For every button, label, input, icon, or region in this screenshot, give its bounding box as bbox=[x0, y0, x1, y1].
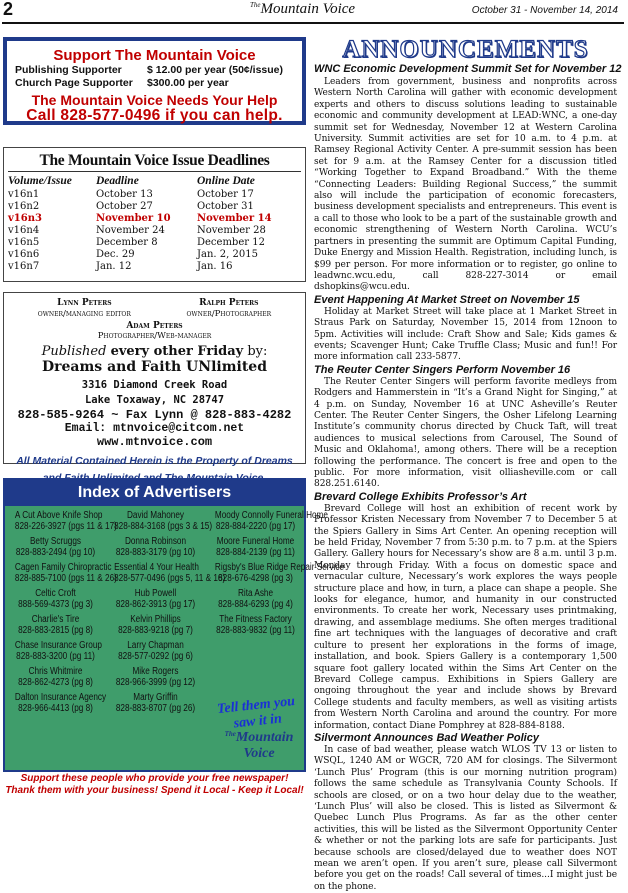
advertiser-entry bbox=[114, 536, 197, 558]
advertiser-name: Charlie's Tire bbox=[31, 614, 80, 625]
advertiser-phone: 828-883-8707 (pg 26) bbox=[115, 703, 196, 714]
copyright-line: All Material Contained Herein is the Property of Dreams bbox=[16, 455, 293, 467]
table-row: v16n4 November 24 November 28 bbox=[8, 224, 266, 236]
masthead-the: The bbox=[250, 1, 261, 9]
advertisers-footer: Thank them with your business! Spend it Local - Keep it Local! bbox=[5, 785, 304, 796]
advertiser-phone: 828-883-9218 (pg 7) bbox=[118, 625, 193, 636]
article-heading: The Reuter Center Singers Perform November 16 bbox=[314, 363, 571, 376]
table-row: v16n2 October 27 October 31 bbox=[8, 200, 254, 212]
support-title: Support The Mountain Voice bbox=[53, 47, 256, 64]
address-line: Lake Toxaway, NC 28747 bbox=[84, 394, 225, 406]
advertiser-phone: 888-569-4373 (pg 3) bbox=[18, 599, 93, 610]
table-row-current: v16n3 November 10 November 14 bbox=[8, 212, 272, 224]
staff-person: Ralph Peters owner/Photographer bbox=[186, 298, 272, 319]
table-row: v16n1 October 13 October 17 bbox=[8, 188, 254, 200]
article-body: In case of bad weather, please watch WLOS TV 13 or listen to WSQL, 1240 AM or WGCR, 720 AM for closings. The Silvermont ‘Lunch Plus’ Program (this is our morning nutrition program) follows the same schedule as Transylvania County Schools. If schools are closed, or on a two hour delay due to the weather, ‘Lunch Plus’ will also be closed. This is listed as Silvermont & Quebec Lunch Plus Programs. As far as the other center activities, this will be listed as the Silvermont Opportunity Center & whether or not the parking lots are safe for participants. Just because schools are closed/delayed due to weather does NOT mean we aren’t open. If you aren’t sure, please call Silvermont before you get on the roads! Call several of times...I might just be on the phone. bbox=[314, 744, 617, 892]
staff-names bbox=[10, 298, 299, 319]
advertiser-phone: 828-577-0292 (pg 6) bbox=[118, 651, 193, 662]
advertisers-grid bbox=[5, 506, 345, 714]
advertisers-title: Index of Advertisers bbox=[5, 480, 304, 506]
advertiser-name: Celtic Croft bbox=[35, 588, 76, 599]
deadlines-table bbox=[8, 174, 298, 272]
announcements-title: ANNOUNCEMENTS bbox=[342, 36, 589, 63]
page-header bbox=[0, 0, 628, 22]
advertiser-name: Betty Scruggs bbox=[29, 536, 82, 547]
advertiser-phone: 828-883-3179 (pg 10) bbox=[115, 547, 196, 558]
advertiser-entry bbox=[114, 640, 197, 662]
advertisers-index bbox=[3, 478, 345, 772]
article-heading: Brevard College Exhibits Professor’s Art bbox=[314, 490, 527, 503]
advertiser-name: David Mahoney bbox=[127, 510, 184, 521]
advertiser-phone: 828-885-7100 (pgs 11 & 26) bbox=[14, 573, 117, 584]
advertiser-entry bbox=[14, 510, 117, 532]
advertiser-name: Kelvin Phillips bbox=[130, 614, 181, 625]
support-box bbox=[3, 37, 306, 125]
advertiser-phone: 828-862-4273 (pg 8) bbox=[18, 677, 93, 688]
staff-box bbox=[3, 292, 306, 467]
tell-them-slogan: Tell them you saw it in bbox=[216, 694, 296, 732]
announcements-column bbox=[314, 36, 622, 893]
advertiser-name: The Fitness Factory bbox=[219, 614, 292, 625]
deadlines-rule bbox=[8, 171, 301, 172]
support-row: Church Page Supporter $300.00 per year bbox=[15, 77, 229, 89]
advertiser-name: Dalton Insurance Agency bbox=[14, 692, 107, 703]
email-line: Email: mtnvoice@citcom.net bbox=[64, 422, 245, 435]
advertiser-name: Cagen Family Chiropractic bbox=[14, 562, 112, 573]
advertiser-name: A Cut Above Knife Shop bbox=[14, 510, 103, 521]
advertiser-phone: 828-884-2139 (pg 11) bbox=[216, 547, 295, 558]
website-line: www.mtnvoice.com bbox=[96, 435, 213, 449]
advertiser-entry bbox=[14, 562, 117, 584]
advertiser-phone: 828-884-6293 (pg 4) bbox=[218, 599, 293, 610]
advertiser-name: Rigsby's Blue Ridge Repair Service bbox=[214, 562, 345, 573]
mountain-voice-logo: $^{The}$Mountain Voice bbox=[224, 730, 294, 761]
advertiser-empty bbox=[215, 666, 296, 688]
advertiser-entry bbox=[114, 510, 213, 532]
announcements-list bbox=[314, 63, 622, 893]
advertiser-entry bbox=[15, 666, 96, 688]
deadlines-box bbox=[3, 147, 306, 282]
advertiser-entry bbox=[114, 588, 197, 610]
advertiser-entry bbox=[214, 510, 328, 532]
advertiser-name: Essential 4 Your Health bbox=[114, 562, 199, 573]
advertiser-entry bbox=[15, 536, 96, 558]
deadlines-title: The Mountain Voice Issue Deadlines bbox=[39, 152, 270, 169]
advertiser-phone: 828-966-4413 (pg 8) bbox=[18, 703, 93, 714]
advertiser-phone: 828-676-4298 (pg 3) bbox=[218, 573, 293, 584]
advertiser-phone: 828-226-3927 (pgs 11 & 17) bbox=[14, 521, 117, 532]
advertiser-entry bbox=[15, 588, 96, 610]
advertiser-entry bbox=[14, 640, 102, 662]
article-body: The Reuter Center Singers will perform favorite medleys from Rodgers and Hammerstein in “It’s a Grand Night for Singing,” at 4 p.m. on Sunday, November 16 at UNC Asheville’s Reuter Center. The Reuter Center Singers, the Osher Lifelong Learning Institute’s community chorus directed by Chuck Taft, will treat audiences to musical selections from Carousel, The Sound of Music and Oklahoma!, among others. There will be a reception following the performance. The concert is free and open to the public. For more information, visit olliasheville.com or call 828.251.6140. bbox=[314, 376, 617, 490]
advertiser-name: Donna Robinson bbox=[124, 536, 187, 547]
address-line: 3316 Diamond Creek Road bbox=[81, 379, 228, 391]
publication-frequency: Published every other Friday by: bbox=[41, 344, 268, 359]
header-rule bbox=[2, 22, 624, 24]
issue-date: October 31 - November 14, 2014 bbox=[471, 5, 618, 16]
advertiser-entry bbox=[114, 666, 197, 688]
advertiser-phone: 828-883-3200 (pg 11) bbox=[16, 651, 95, 662]
table-row: v16n5 December 8 December 12 bbox=[8, 236, 265, 248]
advertiser-entry bbox=[215, 614, 296, 636]
article-heading: Event Happening At Market Street on November 15 bbox=[314, 293, 580, 306]
advertiser-phone: 828-862-3913 (pg 17) bbox=[115, 599, 196, 610]
masthead-title: Mountain Voice bbox=[260, 1, 356, 17]
support-need: The Mountain Voice Needs Your Help bbox=[31, 92, 278, 108]
advertiser-phone: 828-883-2815 (pg 8) bbox=[18, 625, 93, 636]
article-body: Holiday at Market Street will take place at 1 Market Street in Straus Park on Saturday, November 15, 2014 from 12noon to 5pm. Activities will include: Craft Show and Sale; Kids games & events; Scavenger Hunt; Cake Truffle Class; Music and fun!! For more information call 233-5877. bbox=[314, 306, 617, 363]
advertiser-phone: 828-883-9832 (pg 11) bbox=[216, 625, 295, 636]
publisher-name: Dreams and Faith UNlimited bbox=[42, 359, 267, 375]
page-number: 2 bbox=[3, 0, 14, 19]
advertiser-entry bbox=[215, 536, 296, 558]
advertiser-phone: 828-966-3999 (pg 12) bbox=[115, 677, 196, 688]
article-heading: Silvermont Announces Bad Weather Policy bbox=[314, 731, 539, 744]
article-body: Brevard College will host an exhibition of recent work by Professor Kristen Necessary from November 7 to December 5 at the Spiers Gallery in Sims Art Center. An opening reception will be held Friday, November 7 from 5:30 p.m. to 7 p.m. at the Spiers Gallery. Gallery hours for Necessary’s show are 8 a.m. until 3 p.m. Monday through Friday. With a focus on domestic space and vernacular culture, Necessary’s work explores the ways people structure place and how, in turn, a place can shape a people. She looks for elegance, humor, and humanity in our constructed environments. To create her work, Necessary uses printmaking, drawing, and assemblage mediums. She often merges traditional fine art techniques with the languages of decorative and craft culture to present her explorations in the forms of image, installation, and book. Spiers Gallery is a contemporary 1,500 square foot gallery located within the Sims Art Center on the Brevard College campus. Exhibitions in Spiers Gallery are ongoing throughout the year and include shows by Brevard College students and faculty members, as well as visiting artists from Western North Carolina and around the country. For more information, contact Diane Pomphrey at 828-884-8188. bbox=[314, 503, 617, 731]
advertiser-entry bbox=[214, 562, 345, 584]
advertiser-phone: 828-884-2220 (pg 17) bbox=[215, 521, 296, 532]
advertiser-phone: 828-884-3168 (pgs 3 & 15) bbox=[114, 521, 213, 532]
advertiser-name: Mike Rogers bbox=[132, 666, 179, 677]
advertiser-name: Chris Whitmire bbox=[28, 666, 83, 677]
advertiser-name: Moody Connolly Funeral Home bbox=[214, 510, 328, 521]
advertiser-entry bbox=[114, 562, 226, 584]
staff-person: Adam Peters Photographer/Web-manager bbox=[97, 321, 212, 341]
advertiser-entry bbox=[215, 588, 296, 610]
advertiser-name: Larry Chapman bbox=[127, 640, 184, 651]
phone-line: 828-585-9264 ~ Fax Lynn @ 828-883-4282 bbox=[17, 408, 292, 422]
article-body: Leaders from government, business and nonprofits across Western North Carolina will gather with economic development experts and others to discuss solutions leading to sustainable economic and community development at LEAD:WNC, a one-day summit set for Wednesday, November 12 at Western Carolina University. Summit activities are set for 10 a.m. to 4 p.m. at Ramsey Regional Activity Center. A pre-summit session has been set for 9 a.m. at the Ramsey Center for a discussion titled “Working Together to Expand Broadband.” With the theme “Connecting Leaders: Building Regional Success,” the summit also will include the participation of economic forecasters, business development specialists and entrepreneurs. This event is a call to those who look to be a part of the sustainable growth and economic strengthening of Western North Carolina. WCU’s partners in presenting the summit are Optimum Capital Funding, Duke Energy and Mission Health. Registration, including lunch, is $99 per person. For more information or to register, go online to leadwnc.wcu.edu, call 828-227-3014 or email dshopkins@wcu.edu. bbox=[314, 77, 617, 293]
article-heading: WNC Economic Development Summit Set for November 12 bbox=[314, 63, 622, 75]
advertiser-entry bbox=[114, 614, 197, 636]
table-row: v16n7 Jan. 12 Jan. 16 bbox=[8, 260, 233, 272]
advertiser-entry bbox=[14, 692, 107, 714]
advertiser-name: Chase Insurance Group bbox=[14, 640, 102, 651]
advertisers-footer: Support these people who provide your free newspaper! bbox=[20, 773, 289, 784]
advertiser-name: Rita Ashe bbox=[237, 588, 274, 599]
advertiser-empty bbox=[215, 640, 296, 662]
advertiser-entry bbox=[15, 614, 96, 636]
masthead bbox=[250, 1, 355, 18]
table-row: v16n6 Dec. 29 Jan. 2, 2015 bbox=[8, 248, 258, 260]
deadlines-header-row: Volume/Issue Deadline Online Date bbox=[8, 175, 255, 187]
advertiser-name: Hub Powell bbox=[134, 588, 177, 599]
support-call: Call 828-577-0496 if you can help. bbox=[26, 107, 283, 124]
advertiser-phone: 828-883-2494 (pg 10) bbox=[15, 547, 96, 558]
support-row: Publishing Supporter $ 12.00 per year (50¢/issue) bbox=[15, 64, 284, 76]
advertiser-name: Moore Funeral Home bbox=[216, 536, 295, 547]
staff-person: Lynn Peters owner/managing editor bbox=[37, 298, 131, 319]
advertiser-entry bbox=[114, 692, 197, 714]
advertiser-phone: 828-577-0496 (pgs 5, 11 & 16) bbox=[114, 573, 226, 584]
advertiser-name: Marty Griffin bbox=[133, 692, 178, 703]
